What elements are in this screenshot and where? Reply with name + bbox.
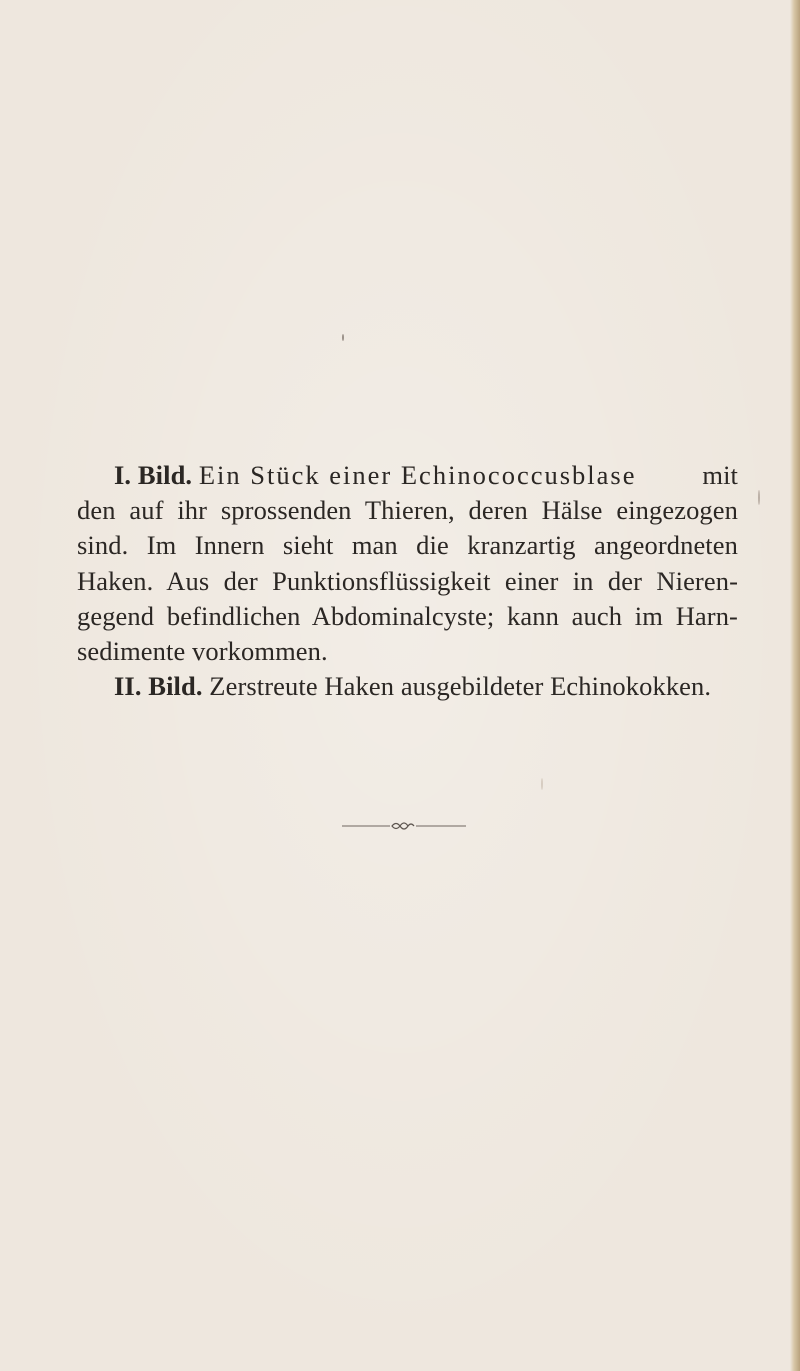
caption-line-7: [77, 669, 738, 704]
figure-number-2: II.: [114, 671, 142, 702]
figure-caption: [77, 458, 738, 704]
caption-line-4: Haken. Aus der Punktionsflüssigkeit einer in der Nieren-: [77, 565, 738, 596]
page-edge: [790, 0, 800, 1371]
caption-line-3: sind. Im Innern sieht man die kranzartig angeordneten: [77, 530, 738, 561]
figure-description-2: Zerstreute Haken ausgebildeter Echinokokken.: [209, 671, 712, 702]
caption-line-1: [77, 458, 738, 493]
caption-line-2: den auf ihr sprossenden Thieren, deren Hälse eingezogen: [77, 495, 738, 526]
caption-line-6: sedimente vorkommen.: [77, 635, 328, 666]
figure-number-1: I.: [114, 460, 132, 490]
caption-line-1-end: mit: [702, 460, 738, 490]
figure-title-spaced: Ein Stück einer Echinococcusblase: [198, 460, 637, 490]
paper-speck: [342, 334, 344, 341]
figure-label-2: Bild.: [148, 671, 203, 702]
paper-speck: [758, 490, 760, 505]
caption-line-5: gegend befindlichen Abdominalcyste; kann auch im Harn-: [77, 600, 738, 631]
caption-line-1-start: [114, 458, 636, 493]
paper-speck: [541, 778, 543, 790]
figure-label-1: Bild.: [137, 460, 193, 490]
section-end-ornament-icon: [340, 817, 468, 835]
